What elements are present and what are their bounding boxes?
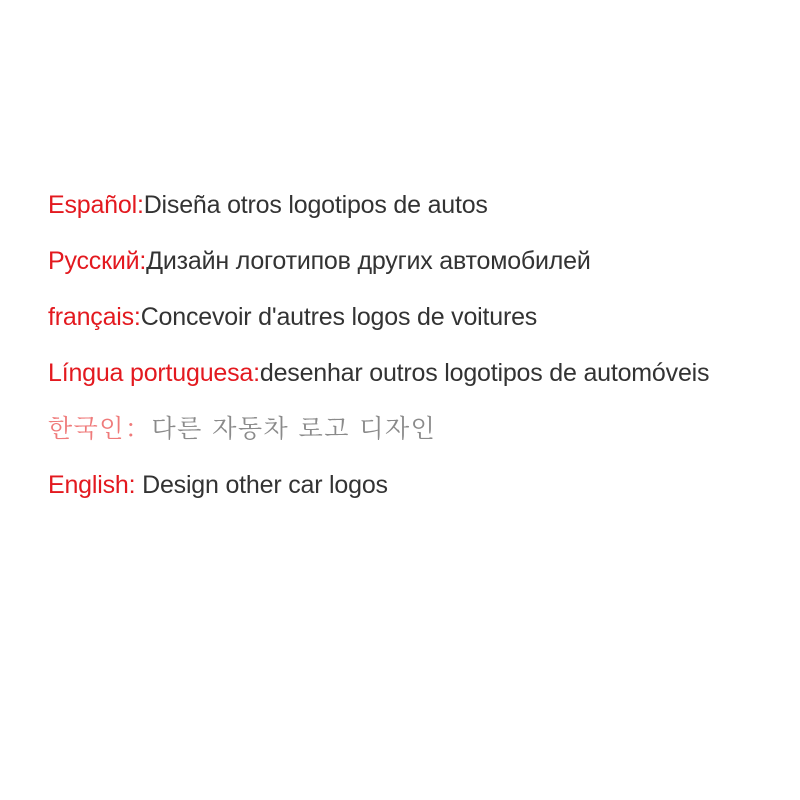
- translation-row-korean: [48, 409, 793, 465]
- language-label-portuguese: Língua portuguesa:: [48, 359, 260, 387]
- language-label-korean: 한국인：: [48, 414, 152, 443]
- translation-row-english: [48, 465, 793, 521]
- translation-text-russian: Дизайн логотипов других автомобилей: [146, 247, 591, 275]
- translation-list: [48, 185, 793, 521]
- translation-text-english: Design other car logos: [142, 471, 388, 499]
- language-label-russian: Русский:: [48, 247, 147, 275]
- translation-text-spanish: Diseña otros logotipos de autos: [143, 191, 488, 219]
- language-label-french: français:: [48, 303, 141, 331]
- translation-text-french: Concevoir d'autres logos de voitures: [140, 303, 538, 331]
- translation-text-korean: 다른 자동차 로고 디자인: [151, 414, 437, 443]
- translation-row-russian: [48, 241, 793, 297]
- translation-row-portuguese: [48, 353, 793, 409]
- translation-row-spanish: [48, 185, 793, 241]
- language-label-spanish: Español:: [48, 191, 144, 219]
- translation-text-portuguese: desenhar outros logotipos de automóveis: [259, 359, 710, 387]
- translation-row-french: [48, 297, 793, 353]
- language-label-english: English:: [48, 471, 143, 499]
